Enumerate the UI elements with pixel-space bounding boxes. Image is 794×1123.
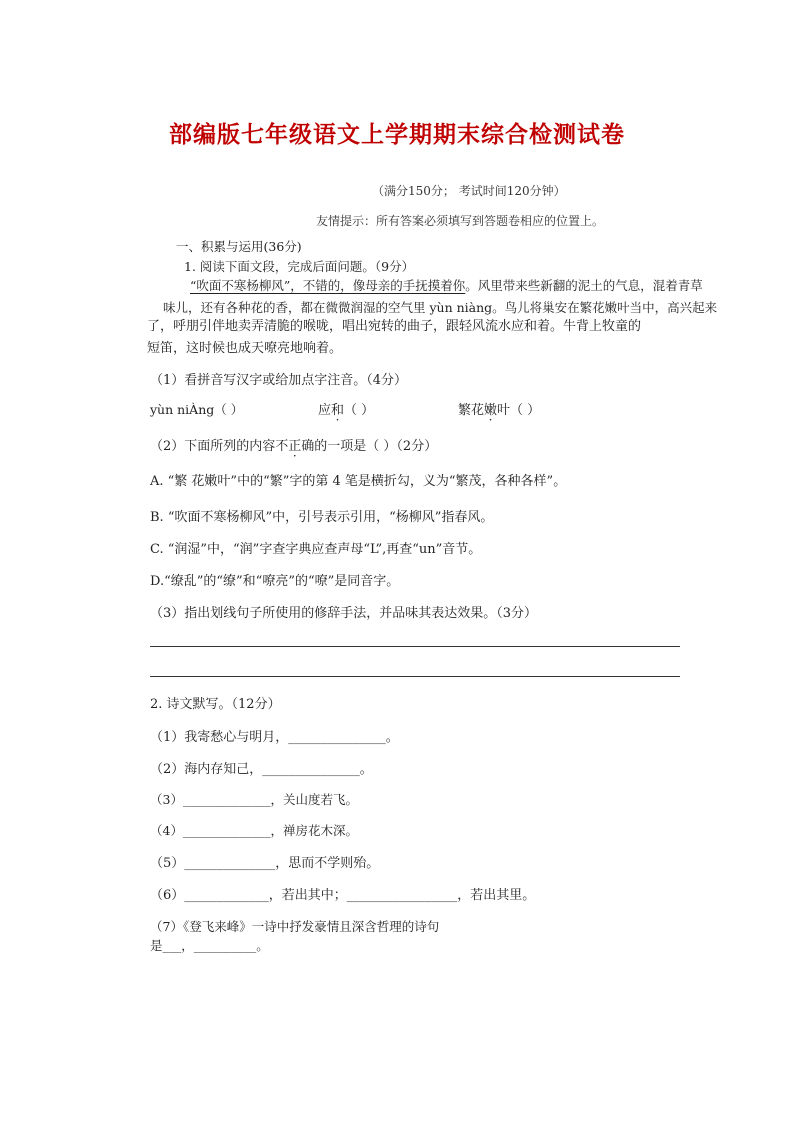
dotted-char-item-1: [318, 399, 374, 418]
question-2-prompt: 2. 诗文默写。（12分）: [150, 697, 281, 712]
question-1-prompt: 1. 阅读下面文段，完成后面问题。（9分）: [184, 259, 415, 274]
passage-line-2: 味儿，还有各种花的香，都在微微润湿的空气里 yùn niàng。鸟儿将巢安在繁花嫩叶当中，高兴起来: [163, 300, 718, 315]
recitation-item-2: （2）海内存知己，_______________。: [150, 762, 373, 777]
recitation-item-6: （6）_____________，若出其中；_________________，若出其里。: [150, 888, 536, 903]
exam-info: （满分150分； 考试时间120分钟）: [372, 184, 566, 198]
item-text: 繁花: [458, 403, 485, 418]
passage-line-4: 短笛，这时候也成天嘹亮地响着。: [147, 341, 343, 356]
dotted-char: 和: [331, 403, 345, 418]
dotted-char: 嫩: [484, 403, 498, 418]
answer-blank: 叶（ ）: [497, 403, 541, 418]
answer-line: [150, 676, 680, 677]
pinyin-item: yùn niÀng（ ）: [150, 402, 244, 417]
subquestion-1-prompt: （1）看拼音写汉字或给加点字注音。（4分）: [150, 373, 408, 388]
recitation-item-1: （1）我寄愁心与明月，_______________。: [150, 730, 399, 745]
page-title: 部编版七年级语文上学期期末综合检测试卷: [169, 121, 625, 148]
underlined-sentence: “吹面不寒杨柳风”，不错的，像母亲的手抚摸着你: [190, 278, 466, 293]
passage-line-3: 了，呼朋引伴地卖弄清脆的喉咙，唱出宛转的曲子，跟轻风流水应和着。牛背上牧童的: [147, 319, 642, 334]
friendly-tip: 友情提示：所有答案必须填写到答题卷相应的位置上。: [316, 214, 605, 228]
option-a: A. “繁 花嫩叶”中的“繁”字的第 4 笔是横折勾，义为“繁茂，各种各样”。: [150, 474, 567, 489]
dotted-char-item-2: [458, 399, 540, 418]
recitation-item-3: （3）______________，关山度若飞。: [150, 792, 358, 807]
prompt-text: （2）下面所列的内容: [150, 439, 276, 454]
option-d: D.“缭乱”的“缭”和“嘹亮”的“嘹”是同音字。: [150, 574, 400, 589]
recitation-item-7-answer: 是___，__________。: [150, 938, 269, 953]
option-c: C. “润湿”中，“润”字查字典应查声母“L”,再查“un”音节。: [150, 542, 482, 557]
passage-line-1-rest: 。风里带来些新翻的泥土的气息，混着青草: [465, 278, 703, 293]
recitation-item-7: （7）《登飞来峰》一诗中抒发豪情且深含哲理的诗句: [150, 919, 440, 934]
option-b: B. “吹面不寒杨柳风”中，引号表示引用，“杨柳风”指春风。: [150, 510, 494, 525]
answer-line: [150, 646, 680, 647]
recitation-item-5: （5）______________，思而不学则殆。: [150, 856, 380, 871]
passage-line-1: [190, 276, 703, 294]
item-text: 应: [318, 403, 332, 418]
recitation-item-4: （4）______________，禅房花木深。: [150, 823, 358, 838]
subquestion-3-prompt: （3）指出划线句子所使用的修辞手法，并品味其表达效果。（3分）: [150, 606, 538, 621]
dotted-text: 不正确: [275, 439, 315, 454]
section-heading: 一、积累与运用(36分): [176, 239, 302, 254]
answer-blank: （ ）: [344, 403, 375, 418]
prompt-text: 的一项是（ ）（2分）: [314, 439, 438, 454]
subquestion-2-prompt: [150, 435, 437, 454]
